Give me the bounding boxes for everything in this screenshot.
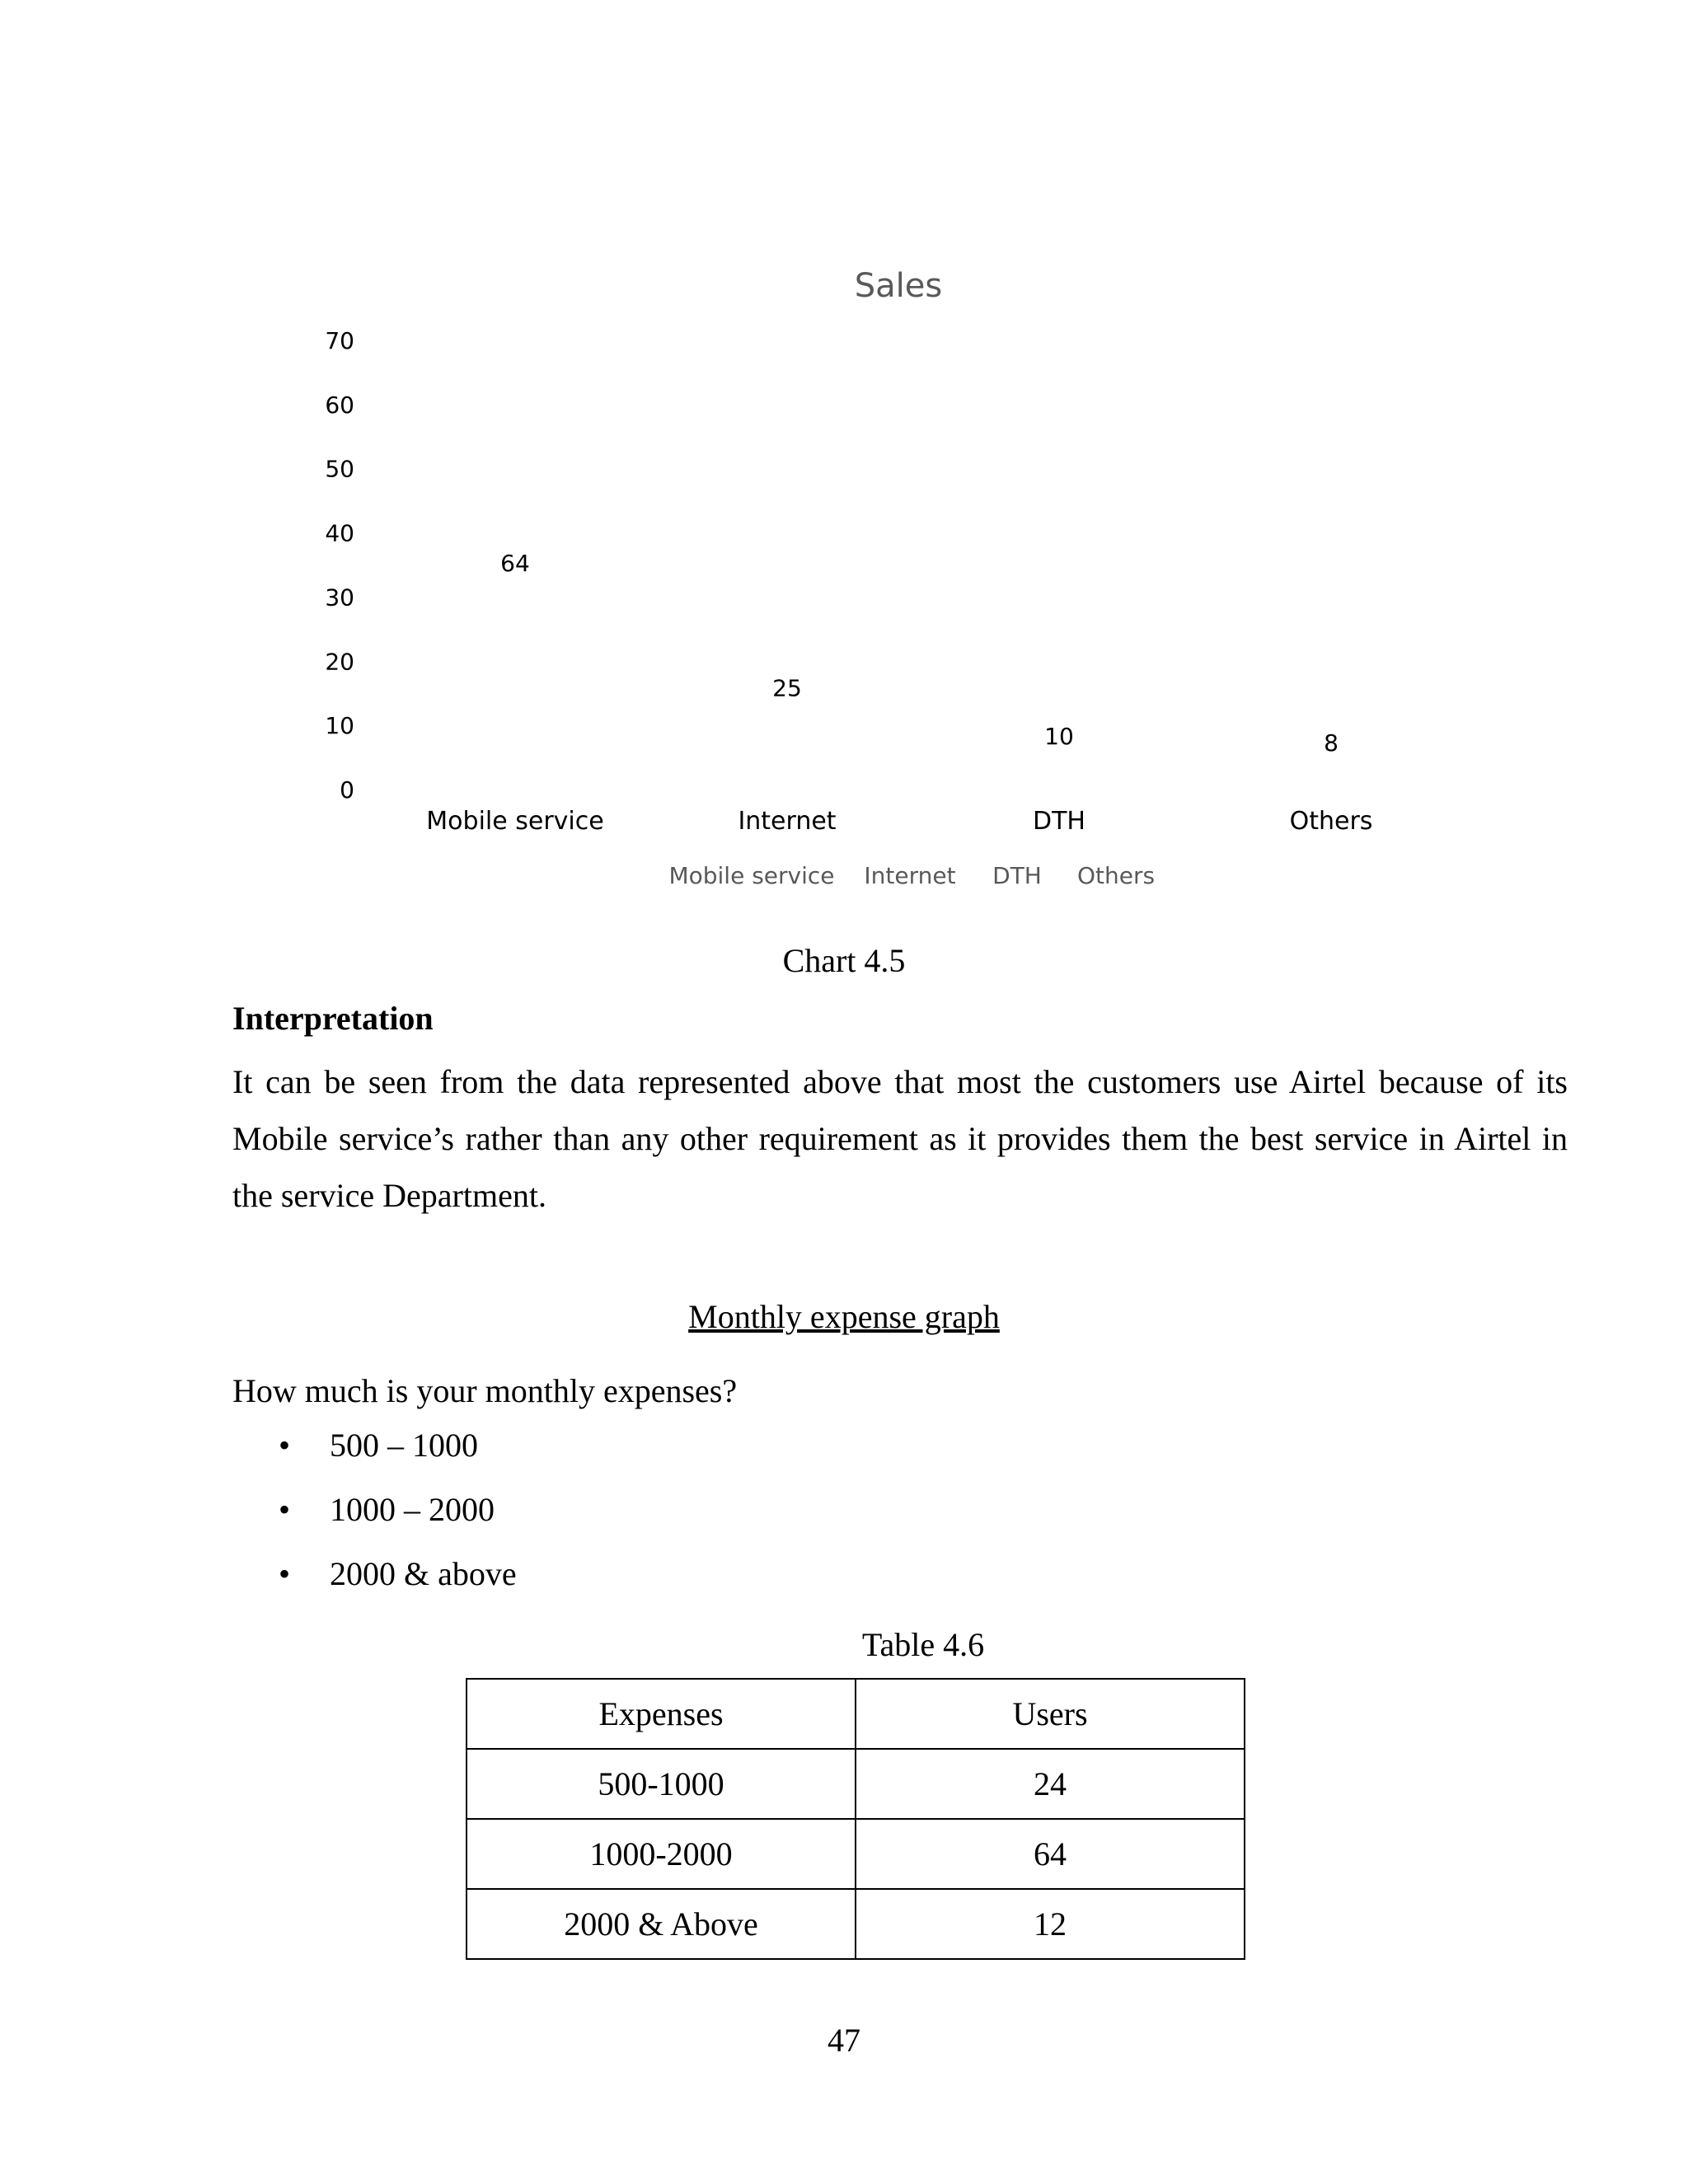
option-label: 1000 – 2000: [330, 1491, 495, 1528]
section-title: Monthly expense graph: [688, 1298, 1000, 1335]
option-item: [232, 1426, 517, 1490]
table-cell: 2000 & Above: [467, 1889, 856, 1959]
y-tick-label: 40: [325, 519, 354, 547]
expenses-table: [466, 1678, 1245, 1960]
option-label: 500 – 1000: [330, 1427, 478, 1464]
table-row: [467, 1749, 1245, 1819]
table-cell: 12: [856, 1889, 1245, 1959]
header-users: Users: [856, 1679, 1245, 1749]
y-tick-label: 60: [325, 391, 354, 419]
legend-entry: Internet: [864, 862, 956, 889]
option-label: 2000 & above: [330, 1555, 517, 1592]
table-cell: 64: [856, 1819, 1245, 1889]
data-label: 64: [500, 549, 530, 577]
table-row: [467, 1889, 1245, 1959]
y-tick-label: 30: [325, 583, 354, 612]
legend-entry: DTH: [992, 862, 1042, 889]
bullet-icon: •: [279, 1491, 291, 1528]
x-tick-label: Internet: [738, 807, 837, 836]
bullet-icon: •: [279, 1427, 291, 1464]
page-number: 47: [828, 2022, 860, 2059]
options-list: [232, 1426, 517, 1619]
chart-caption: Chart 4.5: [782, 942, 906, 979]
option-item: [232, 1554, 517, 1619]
sales-chart-svg: [0, 0, 1688, 931]
table-cell: 500-1000: [467, 1749, 856, 1819]
header-expenses: Expenses: [467, 1679, 856, 1749]
question-text: How much is your monthly expenses?: [232, 1372, 738, 1409]
y-tick-label: 10: [325, 712, 354, 740]
x-tick-label: DTH: [1033, 807, 1085, 836]
y-tick-label: 20: [325, 648, 354, 676]
data-label: 8: [1324, 729, 1339, 757]
legend-entry: Mobile service: [668, 862, 835, 889]
option-item: [232, 1490, 517, 1554]
table-cell: 1000-2000: [467, 1819, 856, 1889]
y-tick-label: 70: [325, 327, 354, 354]
x-tick-label: Others: [1289, 807, 1373, 836]
y-tick-label: 50: [325, 455, 354, 483]
sales-chart: [0, 0, 1688, 931]
table-caption: Table 4.6: [861, 1626, 985, 1663]
data-label: 25: [772, 674, 802, 702]
interpretation-heading: Interpretation: [232, 1000, 434, 1037]
bullet-icon: •: [279, 1555, 291, 1592]
interpretation-text: It can be seen from the data represented above that most the customers use Airtel because of its Mobile service’s rather than any other requirement as it provides them the best service in Airtel in the service Department.: [232, 1063, 1568, 1214]
x-tick-label: Mobile service: [426, 807, 604, 836]
data-label: 10: [1044, 723, 1074, 751]
table-header-row: [467, 1679, 1245, 1749]
table-cell: 24: [856, 1749, 1245, 1819]
table-row: [467, 1819, 1245, 1889]
y-tick-label: 0: [340, 776, 354, 804]
legend-entry: Others: [1076, 862, 1156, 889]
chart-title: Sales: [854, 267, 943, 305]
